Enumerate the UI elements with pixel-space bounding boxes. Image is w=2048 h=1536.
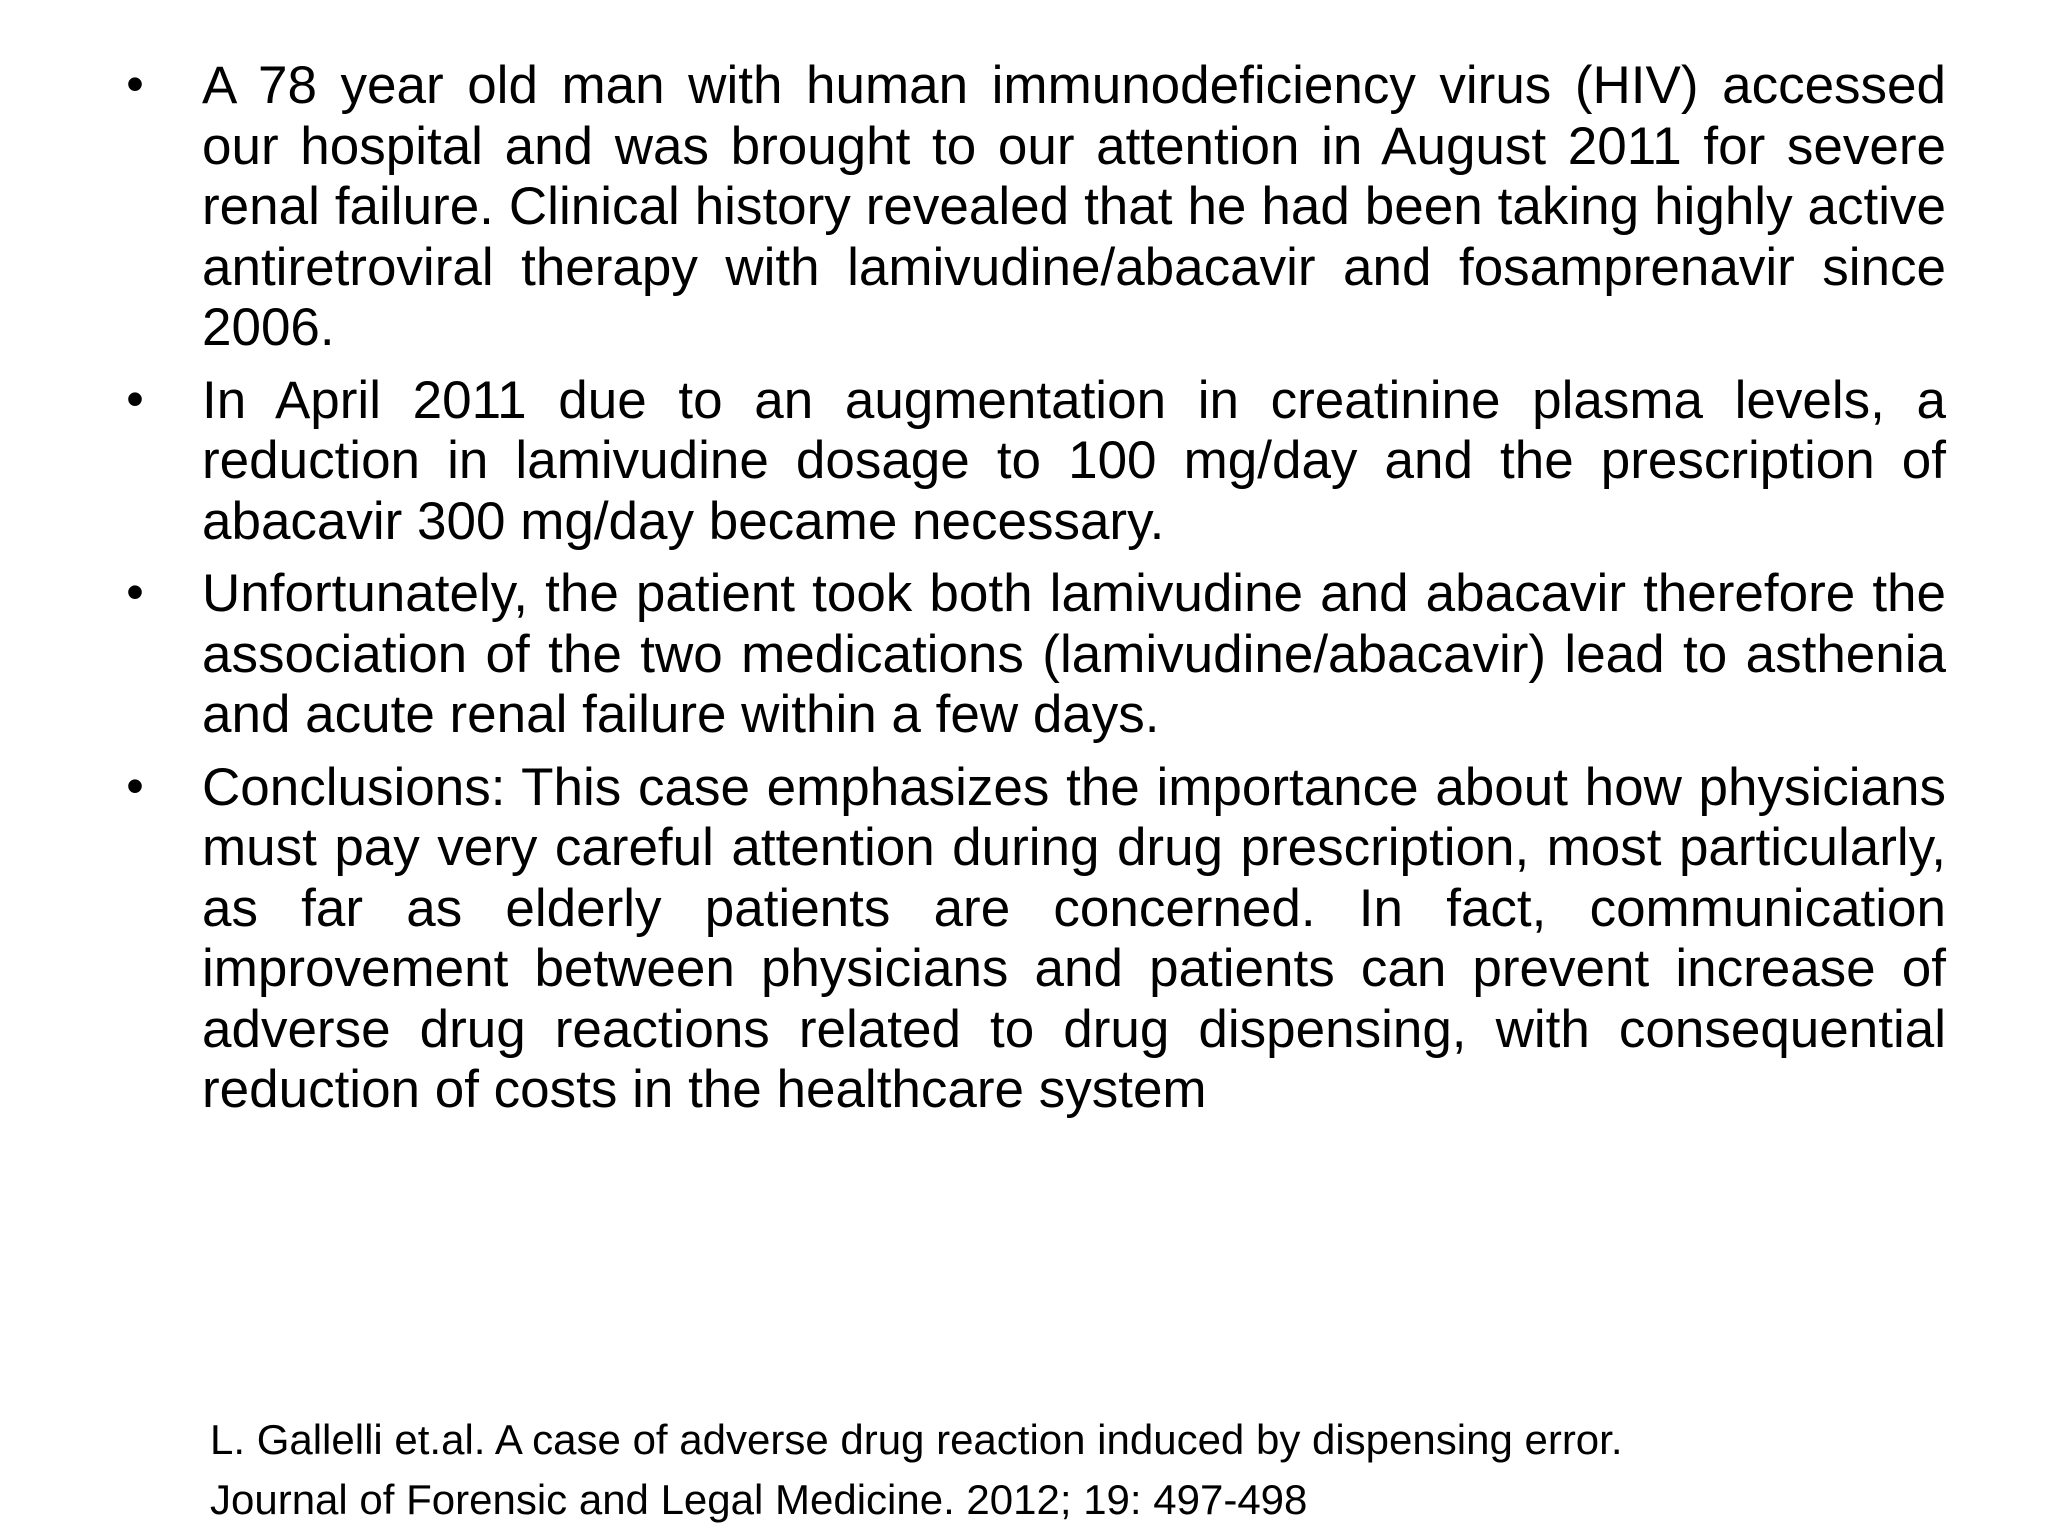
bullet-text: A 78 year old man with human immunodeficiency virus (HIV) accessed our hospital and was brought to our attention in August 2011 for severe renal failure. Clinical history revealed that he had been taking highly active antiretroviral therapy with lamivudine/abacavir and fosamprenavir since 2006.: [202, 56, 1946, 357]
bullet-text: Unfortunately, the patient took both lamivudine and abacavir therefore the association of the two medications (lamivudine/abacavir) lead to asthenia and acute renal failure within a few days.: [202, 564, 1946, 744]
bullet-icon: •: [126, 757, 144, 814]
citation: [210, 1410, 1990, 1530]
bullet-text: In April 2011 due to an augmentation in creatinine plasma levels, a reduction in lamivudine dosage to 100 mg/day and the prescription of abacavir 300 mg/day became necessary.: [202, 370, 1946, 551]
bullet-icon: •: [126, 370, 144, 427]
bullet-item-dosage-change: [120, 371, 1946, 553]
bullet-text: Conclusions: This case emphasizes the importance about how physicians must pay very careful attention during drug prescription, most particularly, as far as elderly patients are concerned. In fact, communication improvement between physicians and patients can prevent increase of adverse drug reactions related to drug dispensing, with consequential reduction of costs in the healthcare system: [202, 757, 1946, 1119]
citation-reference: L. Gallelli et.al. A case of adverse drug reaction induced by dispensing error.: [210, 1416, 1623, 1463]
citation-journal: Journal of Forensic and Legal Medicine. 2012; 19: 497-498: [210, 1476, 1308, 1523]
bullet-icon: •: [126, 56, 144, 112]
bullet-item-adverse-outcome: [120, 564, 1946, 746]
bullet-item-conclusions: [120, 758, 1946, 1121]
bullet-item-case-history: [120, 56, 1946, 359]
bullet-list: [120, 56, 1946, 1133]
bullet-icon: •: [126, 564, 144, 620]
